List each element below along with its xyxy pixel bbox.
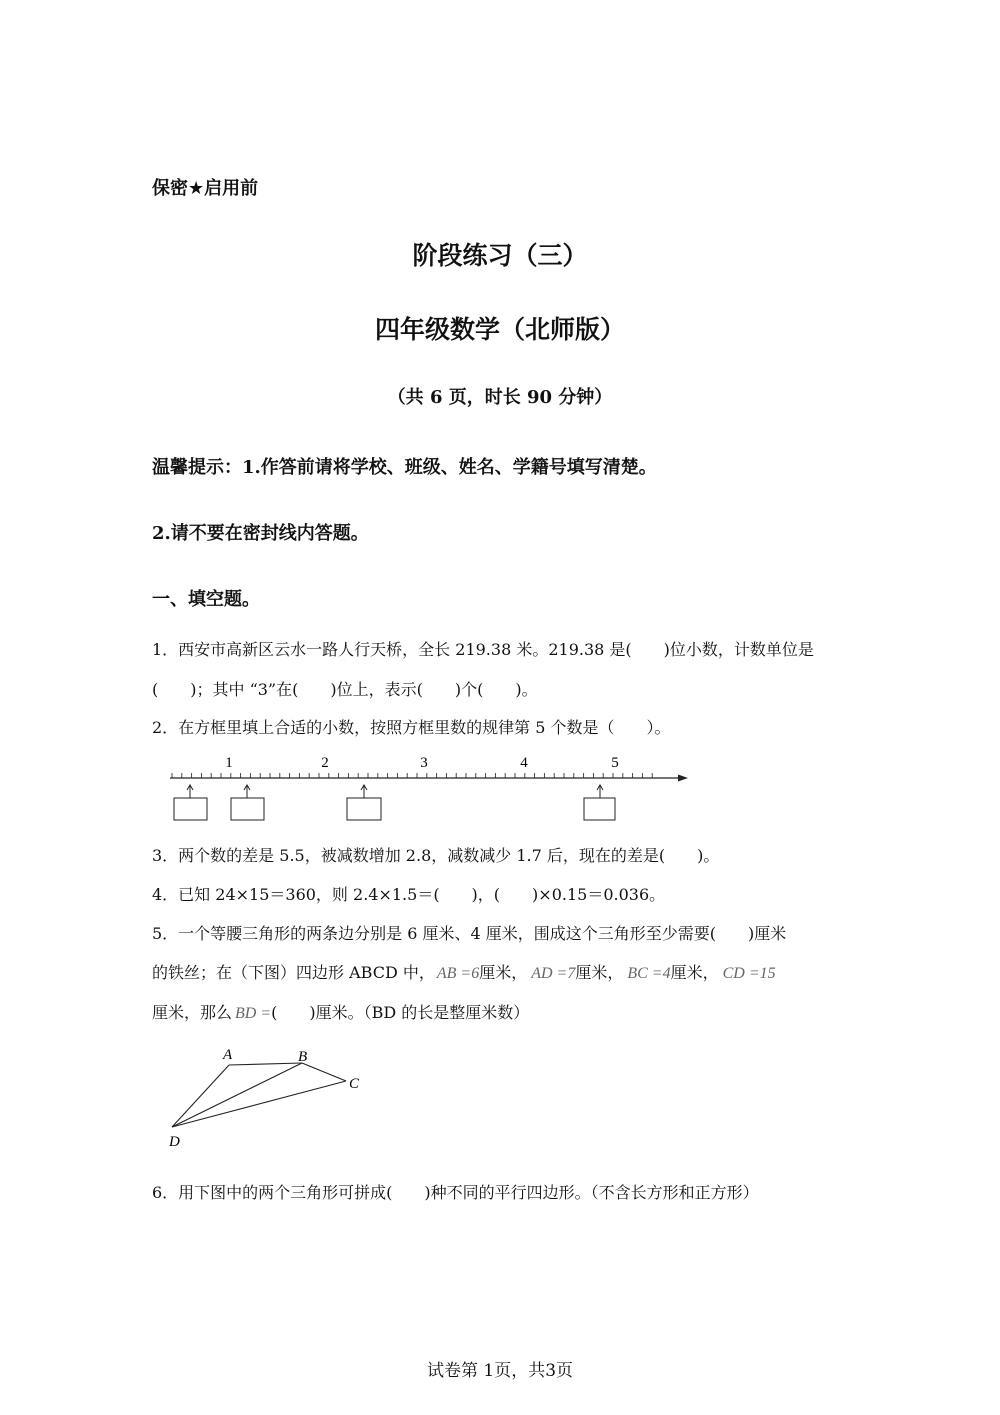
q5-text: 的铁丝；在（下图）四边形 ABCD 中， [152, 963, 435, 982]
answer-pointer [347, 785, 381, 820]
answer-pointer [174, 785, 207, 820]
q5-unit: 厘米， [479, 963, 528, 982]
answer-box [174, 798, 207, 820]
vertex-label: D [169, 1134, 180, 1150]
answer-box [347, 798, 381, 820]
q5-cd-expr: CD =15 [722, 965, 776, 982]
number-line-figure [160, 748, 700, 826]
q5-text: ( )厘米。（BD 的长是整厘米数） [271, 1003, 530, 1022]
answer-pointer [231, 785, 264, 820]
question-5-line-3 [152, 1003, 529, 1024]
number-line-label: 5 [611, 755, 619, 771]
question-1-line-2: ( )；其中 “3”在( )位上，表示( )个( )。 [152, 680, 538, 699]
question-2: 2．在方框里填上合适的小数，按照方框里数的规律第 5 个数是（ ）。 [152, 718, 671, 737]
question-5-line-2 [152, 963, 776, 984]
number-line-label: 4 [520, 755, 528, 771]
q5-ab-expr: AB =6 [436, 965, 480, 982]
q5-unit: 厘米， [575, 963, 624, 982]
answer-pointer [584, 785, 615, 820]
answer-box [584, 798, 615, 820]
q5-bd-expr: BD = [235, 1005, 272, 1022]
segment-da [172, 1065, 229, 1127]
vertex-label: B [298, 1049, 308, 1065]
exam-info: （共 6 页，时长 90 分钟） [387, 387, 613, 408]
vertex-label: A [223, 1047, 233, 1063]
segment-bd [172, 1063, 302, 1127]
section-heading: 一、填空题。 [152, 589, 260, 610]
exam-subtitle: 四年级数学（北师版） [374, 315, 625, 344]
number-line-label: 2 [321, 755, 329, 771]
confidential-label: 保密★启用前 [152, 178, 259, 199]
question-3: 3．两个数的差是 5.5，被减数增加 2.8，减数减少 1.7 后，现在的差是( )。 [152, 846, 720, 865]
page-footer: 试卷第 1页，共3页 [426, 1361, 574, 1381]
tip-line-2: 2.请不要在密封线内答题。 [152, 523, 369, 544]
q5-ad-expr: AD =7 [531, 965, 576, 982]
question-5-line-1: 5．一个等腰三角形的两条边分别是 6 厘米、4 厘米，围成这个三角形至少需要( )厘米 [152, 924, 787, 943]
q5-text: 厘米，那么 [152, 1003, 233, 1022]
question-4: 4．已知 24×15＝360，则 2.4×1.5＝( )，( )×0.15＝0.036。 [152, 885, 666, 904]
tip-line-1: 温馨提示：1.作答前请将学校、班级、姓名、学籍号填写清楚。 [152, 457, 657, 478]
segment-bc [302, 1063, 346, 1081]
answer-box [231, 798, 264, 820]
q5-unit: 厘米， [670, 963, 719, 982]
quadrilateral-figure [160, 1040, 380, 1152]
number-line-label: 1 [225, 755, 233, 771]
exam-title: 阶段练习（三） [412, 241, 588, 270]
number-line-arrowhead [678, 775, 688, 782]
segment-cd [172, 1081, 346, 1127]
q5-bc-expr: BC =4 [627, 965, 671, 982]
question-6: 6．用下图中的两个三角形可拼成( )种不同的平行四边形。（不含长方形和正方形） [152, 1183, 759, 1202]
question-1-line-1: 1．西安市高新区云水一路人行天桥，全长 219.38 米。219.38 是( )位小数，计数单位是 [152, 640, 814, 659]
vertex-label: C [349, 1076, 360, 1092]
segment-ab [229, 1063, 302, 1065]
number-line-label: 3 [420, 755, 428, 771]
number-line-ticks [172, 773, 652, 778]
